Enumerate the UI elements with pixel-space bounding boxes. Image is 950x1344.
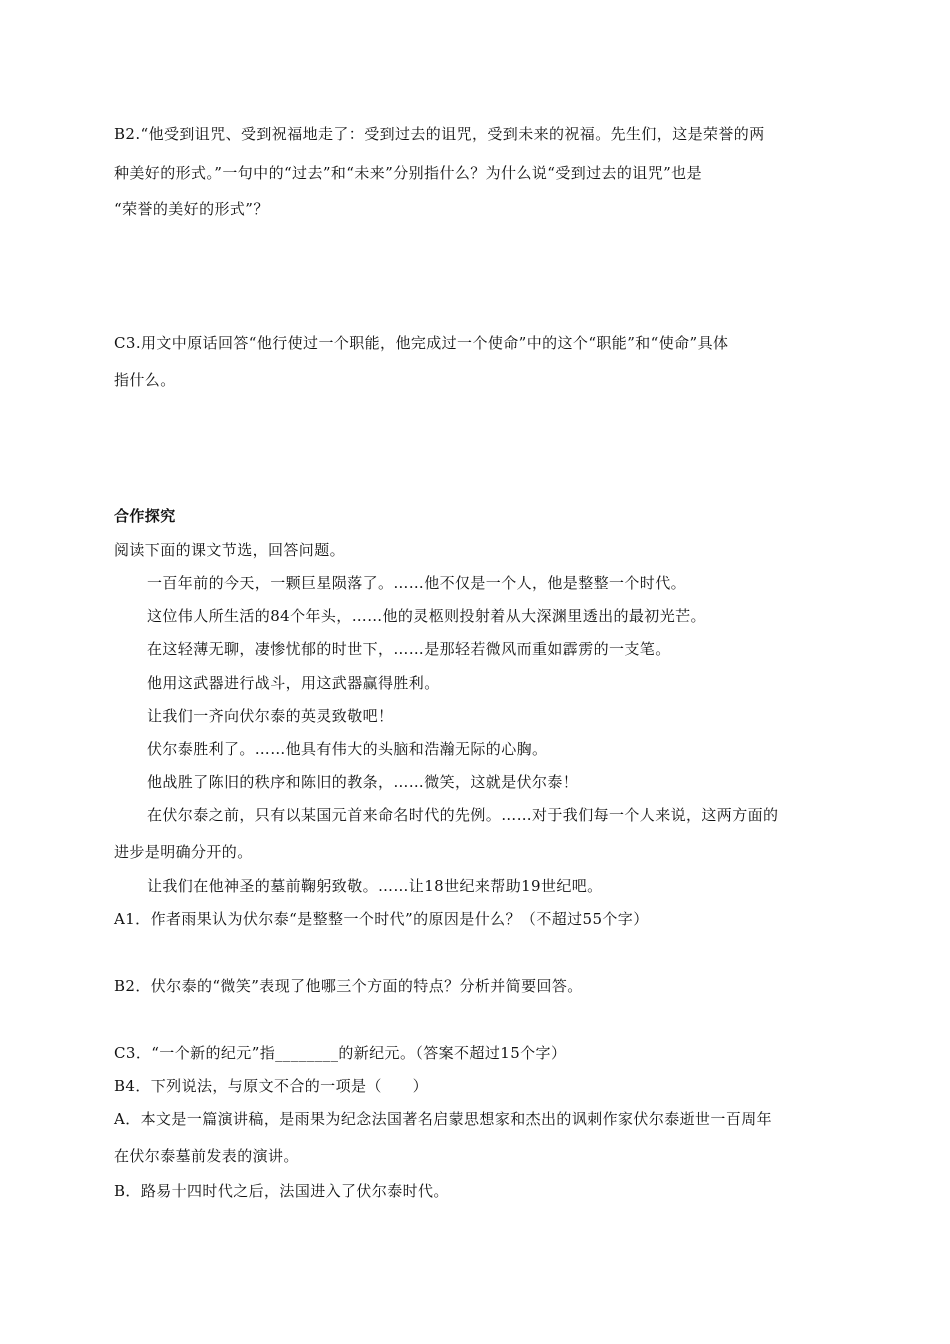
excerpt-paragraph-continuation: 进步是明确分开的。: [114, 843, 253, 861]
question-c3-fill-blank: C3．“一个新的纪元”指________的新纪元。（答案不超过15个字）: [114, 1044, 567, 1062]
question-c3-line-1: C3.用文中原话回答“他行使过一个职能，他完成过一个使命”中的这个“职能”和“使命”具体: [114, 334, 729, 352]
option-a-line-1: A．本文是一篇演讲稿，是雨果为纪念法国著名启蒙思想家和杰出的讽刺作家伏尔泰逝世一百周年: [114, 1110, 773, 1128]
excerpt-paragraph: 这位伟人所生活的84个年头，……他的灵柩则投射着从大深渊里透出的最初光芒。: [147, 607, 706, 625]
excerpt-paragraph: 他战胜了陈旧的秩序和陈旧的教条，……微笑，这就是伏尔泰！: [147, 773, 579, 791]
section-intro: 阅读下面的课文节选，回答问题。: [114, 541, 346, 559]
section-heading: 合作探究: [114, 507, 176, 525]
excerpt-paragraph: 他用这武器进行战斗，用这武器赢得胜利。: [147, 674, 440, 692]
option-a-line-2: 在伏尔泰墓前发表的演讲。: [114, 1147, 299, 1165]
question-b2-line-3: “荣誉的美好的形式”？: [114, 200, 269, 218]
excerpt-paragraph: 让我们在他神圣的墓前鞠躬致敬。……让18世纪来帮助19世纪吧。: [147, 877, 603, 895]
excerpt-paragraph: 让我们一齐向伏尔泰的英灵致敬吧！: [147, 707, 394, 725]
question-b2-line-1: B2.“他受到诅咒、受到祝福地走了：受到过去的诅咒，受到未来的祝福。先生们，这是荣誉的两: [114, 125, 765, 143]
excerpt-paragraph: 伏尔泰胜利了。……他具有伟大的头脑和浩瀚无际的心胸。: [147, 740, 548, 758]
question-b4: B4．下列说法，与原文不合的一项是（ ）: [114, 1077, 428, 1095]
question-b2-line-2: 种美好的形式。”一句中的“过去”和“未来”分别指什么？为什么说“受到过去的诅咒”也是: [114, 164, 702, 182]
question-b2-smile: B2．伏尔泰的“微笑”表现了他哪三个方面的特点？分析并简要回答。: [114, 977, 583, 995]
excerpt-paragraph: 在伏尔泰之前，只有以某国元首来命名时代的先例。……对于我们每一个人来说，这两方面的: [147, 806, 779, 824]
excerpt-paragraph: 在这轻薄无聊，凄惨忧郁的时世下，……是那轻若微风而重如霹雳的一支笔。: [147, 640, 671, 658]
excerpt-paragraph: 一百年前的今天，一颗巨星陨落了。……他不仅是一个人，他是整整一个时代。: [147, 574, 687, 592]
option-b: B．路易十四时代之后，法国进入了伏尔泰时代。: [114, 1182, 449, 1200]
question-a1: A1．作者雨果认为伏尔泰“是整整一个时代”的原因是什么？（不超过55个字）: [114, 910, 649, 928]
question-c3-line-2: 指什么。: [114, 371, 176, 389]
